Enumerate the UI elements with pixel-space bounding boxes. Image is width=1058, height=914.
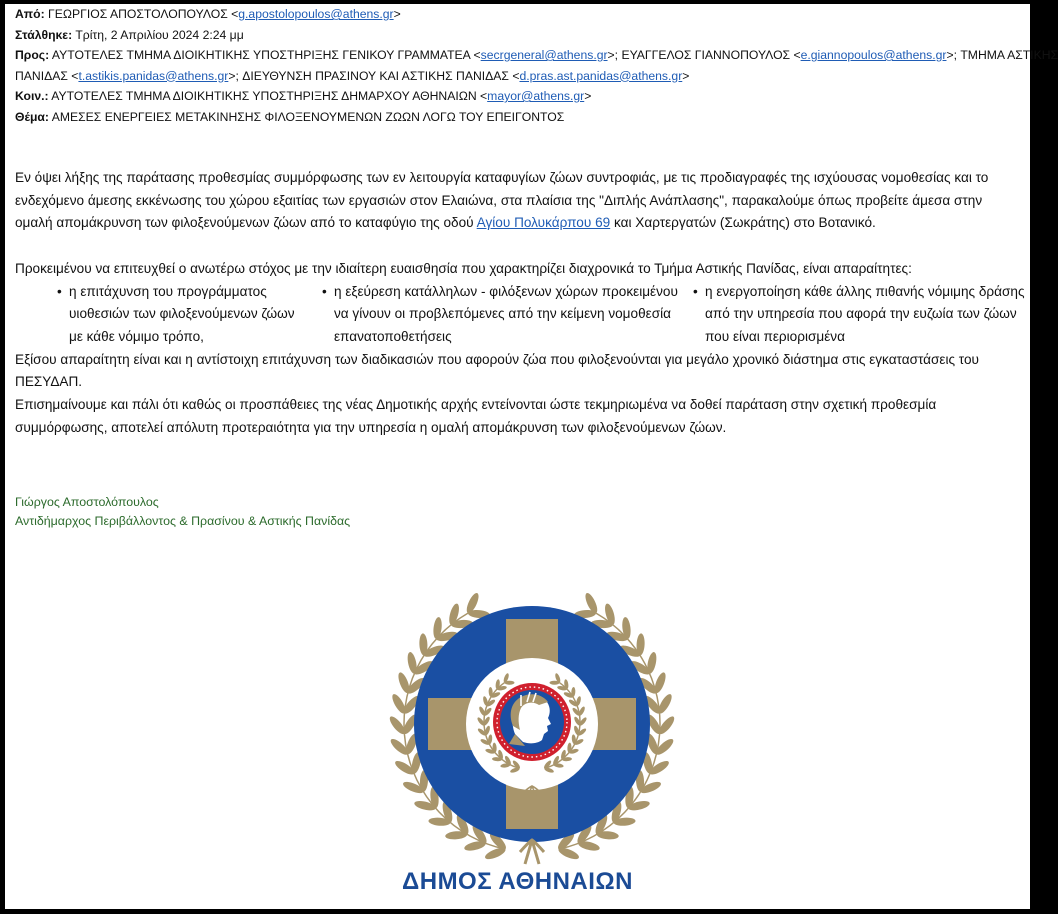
bullet-icon: •	[322, 283, 327, 299]
to-row: Προς: ΑΥΤΟΤΕΛΕΣ ΤΜΗΜΑ ΔΙΟΙΚΗΤΙΚΗΣ ΥΠΟΣΤΗΡΙΞΗΣ ΓΕΝΙΚΟΥ ΓΡΑΜΜΑΤΕΑ <secrgeneral@athens.gr>; ΕΥΑΓΓΕΛΟΣ ΓΙΑΝΝΟΠΟΥΛΟΣ <e.giannopoulos@athens.gr>; ΤΜΗΜΑ ΑΣΤΙΚΗΣ	[15, 48, 1058, 62]
subject-label: Θέμα:	[15, 109, 49, 124]
subject-text: ΑΜΕΣΕΣ ΕΝΕΡΓΕΙΕΣ ΜΕΤΑΚΙΝΗΣΗΣ ΦΙΛΟΞΕΝΟΥΜΕΝΩΝ ΖΩΩΝ ΛΟΓΩ ΤΟΥ ΕΠΕΙΓΟΝΤΟΣ	[51, 109, 565, 124]
cc-label: Κοιν.:	[15, 89, 49, 103]
bullet-item	[57, 281, 295, 349]
from-row: Από: ΓΕΩΡΓΙΟΣ ΑΠΟΣΤΟΛΟΠΟΥΛΟΣ <g.apostolopoulos@athens.gr>	[15, 7, 401, 21]
to-row-continued: ΠΑΝΙΔΑΣ <t.astikis.panidas@athens.gr>; ΔΙΕΥΘΥΝΣΗ ΠΡΑΣΙΝΟΥ ΚΑΙ ΑΣΤΙΚΗΣ ΠΑΝΙΔΑΣ <d.pras.ast.panidas@athens.gr>	[15, 68, 690, 83]
to-name: ΑΥΤΟΤΕΛΕΣ ΤΜΗΜΑ ΔΙΟΙΚΗΤΙΚΗΣ ΥΠΟΣΤΗΡΙΞΗΣ ΓΕΝΙΚΟΥ ΓΡΑΜΜΑΤΕΑ	[51, 48, 471, 62]
text-line: Εξίσου απαραίτητη είναι και η αντίστοιχη επιτάχυνση των διαδικασιών που αφορούν ζώα που φιλοξενούνται για μεγάλο χρονικό διάστημα στις εγκαταστάσεις του	[15, 351, 979, 367]
signature	[15, 493, 350, 531]
ribbon-bow-icon	[520, 840, 544, 864]
cc-name: ΑΥΤΟΤΕΛΕΣ ΤΜΗΜΑ ΔΙΟΙΚΗΤΙΚΗΣ ΥΠΟΣΤΗΡΙΞΗΣ ΔΗΜΑΡΧΟΥ ΑΘΗΝΑΙΩΝ	[51, 89, 477, 103]
text-segment: ομαλή απομάκρυνση των φιλοξενούμενων ζώων από το καταφύγιο της οδού	[15, 215, 477, 231]
text-line: η επιτάχυνση του προγράμματος	[69, 283, 267, 299]
email-header	[15, 4, 1058, 127]
to-name: ΔΙΕΥΘΥΝΣΗ ΠΡΑΣΙΝΟΥ ΚΑΙ ΑΣΤΙΚΗΣ ΠΑΝΙΔΑΣ	[242, 68, 509, 83]
subject-row	[15, 107, 1025, 128]
to-name: ΠΑΝΙΔΑΣ	[15, 68, 68, 83]
signature-title: Αντιδήμαρχος Περιβάλλοντος & Πρασίνου & Αστικής Πανίδας	[15, 514, 351, 528]
text-line: με κάθε νόμιμο τρόπο,	[69, 328, 204, 344]
bullet-icon: •	[57, 283, 62, 299]
municipality-of-athens-emblem-icon	[387, 584, 677, 874]
to-label: Προς:	[15, 48, 50, 62]
bullet-item	[322, 281, 678, 349]
to-email-link[interactable]: secrgeneral@athens.gr	[480, 48, 608, 62]
from-name: ΓΕΩΡΓΙΟΣ ΑΠΟΣΤΟΛΟΠΟΥΛΟΣ	[48, 7, 228, 21]
text-line: από την υπηρεσία που αφορά την ευζωία των ζώων	[705, 306, 1017, 322]
logo-text: ΔΗΜΟΣ ΑΘΗΝΑΙΩΝ	[401, 868, 633, 895]
bullet-icon: •	[693, 283, 698, 299]
sent-value: Τρίτη, 2 Απριλίου 2024 2:24 μμ	[75, 27, 244, 42]
signature-name: Γιώργος Αποστολόπουλος	[15, 495, 159, 509]
text-line	[15, 212, 1027, 235]
to-email-link[interactable]: e.giannopoulos@athens.gr	[800, 48, 947, 62]
text-line: να γίνουν οι προβλεπόμενες από την κείμενη νομοθεσία	[334, 306, 671, 322]
email-body	[15, 167, 1027, 439]
from-label: Από:	[15, 7, 45, 21]
paragraph-1	[15, 167, 1027, 235]
text-segment: και Χαρτεργατών (Σωκράτης) στο Βοτανικό.	[610, 215, 876, 231]
to-email-link[interactable]: d.pras.ast.panidas@athens.gr	[519, 68, 683, 83]
from-email-link[interactable]: g.apostolopoulos@athens.gr	[238, 7, 394, 21]
text-line: η εξεύρεση κατάλληλων - φιλόξενων χώρων προκειμένου	[334, 283, 678, 299]
text-line: Επισημαίνουμε και πάλι ότι καθώς οι προσπάθειες της νέας Δημοτικής αρχής εντείνονται ώστε τεκμηριωμένα να δοθεί παράταση στην σχετική προθεσμία	[15, 396, 937, 412]
text-line: ενδεχόμενο άμεσης εκκένωσης του χώρου εξαιτίας των εργασιών στον Ελαιώνα, στα πλαίσια της "Διπλής Ανάπλασης", παρακαλούμε όπως προβείτε άμεσα στην	[15, 192, 983, 208]
to-name: ΤΜΗΜΑ ΑΣΤΙΚΗΣ	[960, 48, 1058, 62]
email-message	[5, 4, 1058, 909]
text-line: συμμόρφωσης, αποτελεί απόλυτη προτεραιότητα για την υπηρεσία η ομαλή απομάκρυνση των φιλοξενούμενων ζώων.	[15, 419, 727, 435]
text-line: που είναι περιορισμένα	[705, 328, 845, 344]
bullet-list	[15, 281, 1027, 349]
cc-row: Κοιν.: ΑΥΤΟΤΕΛΕΣ ΤΜΗΜΑ ΔΙΟΙΚΗΤΙΚΗΣ ΥΠΟΣΤΗΡΙΞΗΣ ΔΗΜΑΡΧΟΥ ΑΘΗΝΑΙΩΝ <mayor@athens.gr>	[15, 89, 592, 103]
paragraph-3	[15, 349, 1027, 394]
sent-row	[15, 25, 1025, 46]
text-line: υιοθεσιών των φιλοξενούμενων ζώων	[69, 306, 295, 322]
to-name: ΕΥΑΓΓΕΛΟΣ ΓΙΑΝΝΟΠΟΥΛΟΣ	[621, 48, 791, 62]
address-link[interactable]: Αγίου Πολυκάρπου 69	[476, 215, 611, 231]
sent-label: Στάλθηκε:	[15, 27, 73, 42]
text-line: επανατοποθετήσεις	[334, 328, 452, 344]
text-line: η ενεργοποίηση κάθε άλλης πιθανής νόμιμης δράσης	[705, 283, 1025, 299]
cc-email-link[interactable]: mayor@athens.gr	[487, 89, 585, 103]
text-line: Εν όψει λήξης της παράτασης προθεσμίας συμμόρφωσης των εν λειτουργία καταφυγίων ζώων συντροφιάς, με τις προδιαγραφές της ισχύουσας νομοθεσίας και το	[15, 170, 989, 185]
to-email-link[interactable]: t.astikis.panidas@athens.gr	[78, 68, 229, 83]
paragraph-4	[15, 394, 1027, 439]
text-line: ΠΕΣΥΔΑΠ.	[15, 374, 83, 390]
laurel-leaf	[505, 681, 515, 685]
paragraph-2: Προκειμένου να επιτευχθεί ο ανωτέρω στόχος με την ιδιαίτερη ευαισθησία που χαρακτηρίζει διαχρονικά το Τμήμα Αστικής Πανίδας, είναι απαραίτητες:	[15, 260, 912, 276]
bullet-item	[693, 281, 1025, 349]
